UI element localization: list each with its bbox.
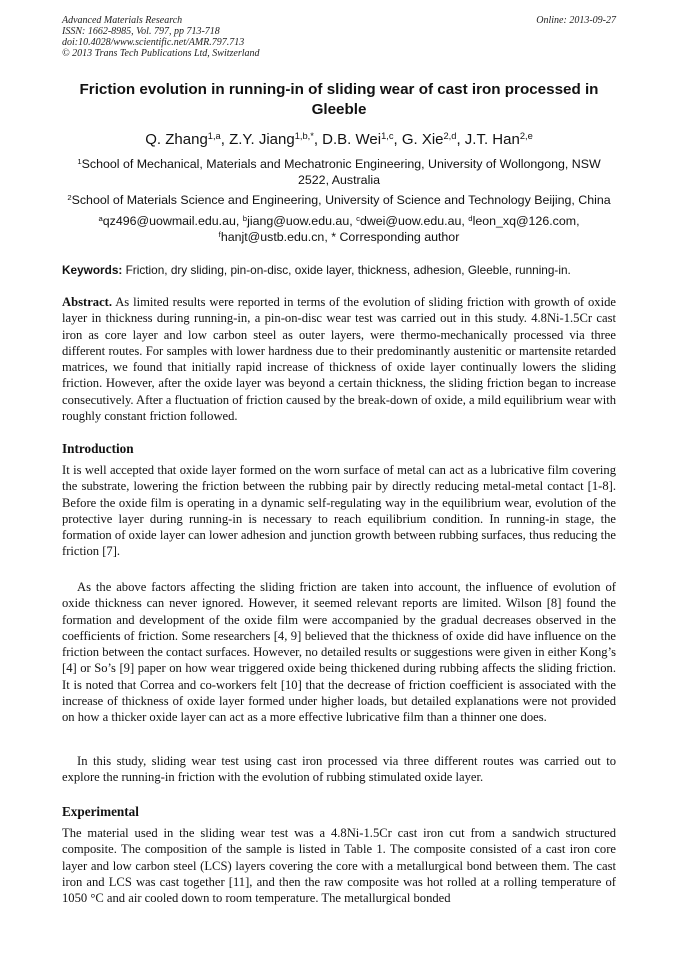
issn-line: ISSN: 1662-8985, Vol. 797, pp 713-718 <box>62 26 220 37</box>
introduction-heading: Introduction <box>62 441 134 456</box>
abstract-paragraph <box>62 294 616 424</box>
copyright-line: © 2013 Trans Tech Publications Ltd, Switzerland <box>62 48 260 59</box>
paragraph-text: In this study, sliding wear test using cast iron processed via three different routes was carried out to explore the running-in friction with the evolution of rubbing stimulated oxide layer. <box>62 754 616 785</box>
author-name: Z.Y. Jiang <box>229 131 295 148</box>
author-affiliation-mark: 1,a <box>207 130 221 141</box>
keywords-line <box>62 262 616 278</box>
email-text: qz496@uowmail.edu.au, <box>102 214 243 228</box>
author-name: D.B. Wei <box>322 131 382 148</box>
journal-header <box>62 15 616 59</box>
author-affiliation-mark: 1,b,* <box>294 130 314 141</box>
author-name: Q. Zhang <box>145 131 208 148</box>
online-date: Online: 2013-09-27 <box>536 15 616 26</box>
keywords-label: Keywords: <box>62 263 123 277</box>
affiliation-mark: 2 <box>67 192 72 202</box>
email-mark: a <box>98 213 103 223</box>
author-affiliation-mark: 2,e <box>519 130 533 141</box>
author-name: G. Xie <box>401 131 444 148</box>
keywords-text: Friction, dry sliding, pin-on-disc, oxide layer, thickness, adhesion, Gleeble, running-in. <box>122 263 571 277</box>
affiliation-mark: 1 <box>77 156 82 166</box>
paragraph-text: The material used in the sliding wear test was a 4.8Ni-1.5Cr cast iron cut from a sandwich structured composite. The composition of the sample is listed in Table 1. The composite consisted of a cast iron core layer and low carbon steel (LCS) layers covering the core with a metallurgical bond between them. The cast iron and LCS was cast together [11], and then the raw composite was hot rolled at a rolling temperature of 1050 °C and air cooled down to room temperature. The metallurgical bonded <box>62 826 616 906</box>
paragraph-text: It is well accepted that oxide layer formed on the worn surface of metal can act as a lubricative film covering the substrate, lowering the friction between the rubbing pair by directly reducing metal-metal contact [1-8]. Before the oxide film is operating in a dynamic self-regulating way in the equilibrium wear, evolution of the protective layer during running-in is necessary to reach equilibrium condition. In running-in stage, the formation of oxide layer can lower adhesion and junction growth between rubbing surfaces, thus reducing the friction [7]. <box>62 463 616 559</box>
introduction-paragraph-1 <box>62 462 616 560</box>
abstract-label: Abstract. <box>62 295 113 309</box>
author-separator: , <box>220 131 230 148</box>
author-emails <box>62 213 616 245</box>
paragraph-text: As the above factors affecting the sliding friction are taken into account, the influence of evolution of oxide thickness can never ignored. However, it seemed relevant reports are limited. Wilson [8] found the formation and development of the oxide film were accompanied by the gradual decreases observed in the coefficients of friction. Some researchers [4, 9] believed that the thickness of oxide did have influence on the friction between the contact surfaces. However, no detailed results or suggestions were given in either Kong’s [4] or So’s [9] paper on how wear triggered oxide being thickened during rubbing affects the sliding friction. It is noted that Correa and co-workers felt [10] that the decrease of friction coefficient is associated with the increase of thickness of oxide layer formed under higher loads, but detailed explanations were not provided on how a thicker oxide layer can act as a more effective lubricative film than a thinner one does. <box>62 580 616 725</box>
affiliation-1 <box>62 156 616 188</box>
affiliation-2 <box>62 192 616 208</box>
email-mark: b <box>242 213 248 223</box>
email-mark: f <box>218 229 221 239</box>
paper-title: Friction evolution in running-in of sliding wear of cast iron processed in Gleeble <box>79 81 599 118</box>
header-left <box>62 15 616 59</box>
experimental-paragraph-1 <box>62 825 616 906</box>
author-separator: , <box>393 131 402 148</box>
abstract-text: As limited results were reported in terms of the evolution of sliding friction with growth of oxide layer in thickness during running-in, a pin-on-disc wear test was carried out in this study. 4.8Ni-1.5Cr cast iron as core layer and low carbon steel as outer layers, were thermo-mechanically processed via three different routes. For samples with lower hardness due to their predominantly austenitic or martensite retarded matrices, we found that initially rapid increase of thickness of oxide layer continually lowers the sliding friction. However, after the oxide layer was beyond a certain thickness, the sliding friction began to increase consecutively. After a fluctuation of friction caused by the break-down of oxide, a mild equilibrium wear with roughly constant friction followed. <box>62 295 616 424</box>
author-separator: , <box>456 131 465 148</box>
email-text: hanjt@ustb.edu.cn, * Corresponding author <box>220 230 460 244</box>
affiliation-text: School of Materials Science and Engineering, University of Science and Technology Beijing, China <box>71 193 611 207</box>
author-affiliation-mark: 1,c <box>381 130 394 141</box>
author-separator: , <box>313 131 323 148</box>
email-text: leon_xq@126.com, <box>472 214 580 228</box>
email-mark: c <box>356 213 360 223</box>
experimental-heading: Experimental <box>62 804 139 819</box>
author-affiliation-mark: 2,d <box>443 130 457 141</box>
author-list <box>62 130 616 150</box>
abstract-section <box>62 294 616 424</box>
email-text: dwei@uow.edu.au, <box>359 214 469 228</box>
journal-name: Advanced Materials Research <box>62 15 183 26</box>
introduction-paragraph-3 <box>62 753 616 786</box>
email-mark: d <box>468 213 473 223</box>
doi-line: doi:10.4028/www.scientific.net/AMR.797.713 <box>62 37 245 48</box>
author-name: J.T. Han <box>464 131 520 148</box>
introduction-paragraph-2 <box>62 579 616 726</box>
email-text: jiang@uow.edu.au, <box>247 214 357 228</box>
affiliation-text: School of Mechanical, Materials and Mechatronic Engineering, University of Wollongong, NSW 2522, Australia <box>81 157 601 187</box>
